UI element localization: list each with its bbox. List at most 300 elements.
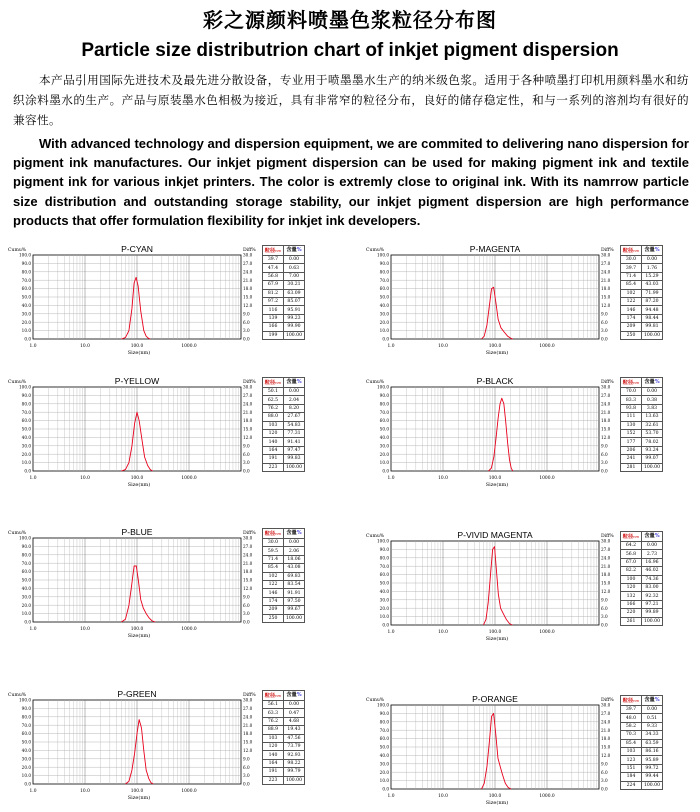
right-tick-label: 0.0 — [243, 620, 250, 625]
right-tick-label: 12.0 — [601, 589, 611, 594]
table-cell-size: 88.0 — [263, 413, 284, 421]
right-tick-label: 9.0 — [243, 311, 250, 316]
table-header-content-label: 含量 — [644, 533, 654, 539]
table-cell-content: 8.20 — [284, 404, 305, 412]
left-tick-label: 50.0 — [22, 295, 32, 300]
table-cell-size: 58.2 — [621, 722, 642, 730]
table-header-content — [284, 378, 305, 388]
table-row — [263, 438, 305, 446]
x-axis-label: Size(nm) — [486, 481, 509, 488]
table-cell-size: 30.0 — [263, 539, 284, 547]
table-header-content-unit: % — [297, 379, 302, 385]
right-tick-label: 15.0 — [243, 427, 253, 432]
left-tick-label: 50.0 — [22, 427, 32, 432]
table-cell-content: 0.00 — [642, 706, 663, 714]
table-header-size-label: 粒径 — [623, 534, 633, 540]
table-row — [263, 388, 305, 396]
table-header-row — [621, 378, 663, 388]
size-distribution-table — [620, 695, 663, 790]
x-tick-label: 10.0 — [80, 789, 90, 794]
table-cell-content: 71.99 — [642, 289, 663, 297]
x-tick-label: 10.0 — [438, 344, 448, 349]
right-tick-label: 9.0 — [601, 761, 608, 766]
left-tick-label: 60.0 — [22, 418, 32, 423]
table-cell-content: 83.54 — [284, 580, 305, 588]
left-tick-label: 20.0 — [22, 765, 32, 770]
x-tick-label: 100.0 — [131, 476, 144, 481]
table-header-size — [263, 691, 284, 701]
right-tick-label: 12.0 — [601, 435, 611, 440]
left-tick-label: 0.0 — [24, 782, 31, 787]
table-cell-size: 81.2 — [263, 289, 284, 297]
right-tick-label: 12.0 — [243, 303, 253, 308]
left-tick-label: 80.0 — [380, 555, 390, 560]
table-row — [263, 463, 305, 471]
table-header-row — [263, 529, 305, 539]
table-cell-size: 206 — [621, 446, 642, 454]
right-tick-label: 15.0 — [601, 295, 611, 300]
table-cell-size: 281 — [621, 463, 642, 471]
table-header-size-unit: nm — [633, 248, 639, 253]
table-cell-content: 99.72 — [642, 764, 663, 772]
right-tick-label: 18.0 — [243, 731, 253, 736]
table-cell-content: 4.68 — [284, 717, 305, 725]
table-header-content-unit: % — [297, 530, 302, 536]
table-row — [263, 455, 305, 463]
table-header-content-unit: % — [655, 379, 660, 385]
distribution-chart — [8, 527, 263, 645]
right-tick-label: 21.0 — [601, 564, 611, 569]
x-tick-label: 10.0 — [80, 344, 90, 349]
left-tick-label: 10.0 — [380, 328, 390, 333]
table-row — [621, 773, 663, 781]
table-row — [263, 314, 305, 322]
table-header-content-label: 含量 — [286, 692, 296, 698]
table-cell-content: 43.03 — [642, 281, 663, 289]
left-axis-label: Cumu% — [366, 379, 385, 385]
distribution-curve — [489, 398, 513, 471]
table-cell-content: 13.63 — [642, 413, 663, 421]
table-header-content — [284, 246, 305, 256]
table-cell-size: 122 — [263, 580, 284, 588]
left-tick-label: 10.0 — [380, 460, 390, 465]
left-tick-label: 90.0 — [22, 393, 32, 398]
table-header-size — [621, 532, 642, 542]
intro-paragraph-cn: 本产品引用国际先进技术及最先进分散设备，专业用于喷墨墨水生产的纳米级色浆。适用于各种喷墨打印机用颜料墨水和纺织涂料墨水的生产。产品与原装墨水色相极为接近，具有非常窄的粒径分布，良好的储存稳定性，和与一系列的溶剂均有很好的兼容性。 — [13, 70, 689, 130]
left-tick-label: 20.0 — [22, 603, 32, 608]
table-header-size — [263, 246, 284, 256]
right-axis-label: Diff% — [601, 379, 614, 385]
table-cell-size: 103 — [263, 421, 284, 429]
chart-title: P-GREEN — [117, 689, 156, 699]
table-cell-size: 103 — [263, 734, 284, 742]
chart-title: P-BLUE — [121, 527, 152, 537]
x-tick-label: 10.0 — [80, 627, 90, 632]
left-tick-label: 0.0 — [382, 337, 389, 342]
table-header-size-label: 粒径 — [265, 531, 275, 537]
x-axis-label: Size(nm) — [128, 481, 151, 488]
left-tick-label: 10.0 — [22, 611, 32, 616]
table-cell-content: 2.73 — [642, 550, 663, 558]
left-tick-label: 60.0 — [22, 569, 32, 574]
left-tick-label: 80.0 — [22, 269, 32, 274]
table-cell-content: 7.00 — [284, 272, 305, 280]
right-tick-label: 9.0 — [601, 311, 608, 316]
left-tick-label: 30.0 — [380, 761, 390, 766]
x-tick-label: 10.0 — [438, 794, 448, 799]
table-row — [621, 306, 663, 314]
size-distribution-table — [262, 377, 305, 472]
left-tick-label: 0.0 — [24, 620, 31, 625]
table-cell-size: 70.3 — [621, 731, 642, 739]
table-header-content-label: 含量 — [286, 247, 296, 253]
table-cell-size: 67.9 — [263, 281, 284, 289]
table-row — [263, 768, 305, 776]
table-row — [263, 396, 305, 404]
table-cell-content: 32.61 — [642, 421, 663, 429]
x-axis-label: Size(nm) — [486, 799, 509, 806]
distribution-curve — [121, 277, 150, 339]
table-cell-content: 63.09 — [284, 289, 305, 297]
x-tick-label: 1000.0 — [539, 630, 555, 635]
x-tick-label: 1.0 — [30, 789, 37, 794]
right-tick-label: 9.0 — [243, 594, 250, 599]
right-tick-label: 9.0 — [601, 597, 608, 602]
table-cell-size: 174 — [621, 314, 642, 322]
table-cell-content: 0.00 — [642, 388, 663, 396]
table-cell-content: 91.41 — [284, 438, 305, 446]
table-cell-size: 67.0 — [621, 558, 642, 566]
table-cell-content: 0.00 — [642, 542, 663, 550]
table-row — [263, 759, 305, 767]
table-header-content-label: 含量 — [644, 247, 654, 253]
chart-title: P-VIVID MAGENTA — [457, 530, 533, 540]
left-tick-label: 0.0 — [382, 623, 389, 628]
left-tick-label: 30.0 — [380, 443, 390, 448]
table-header-content-unit: % — [655, 533, 660, 539]
table-cell-size: 177 — [621, 438, 642, 446]
table-cell-size: 241 — [621, 455, 642, 463]
table-cell-content: 99.79 — [284, 768, 305, 776]
table-cell-content: 93.24 — [642, 446, 663, 454]
right-tick-label: 24.0 — [601, 719, 611, 724]
left-tick-label: 10.0 — [380, 778, 390, 783]
right-axis-label: Diff% — [601, 697, 614, 703]
chart-panel — [8, 527, 318, 643]
table-cell-size: 250 — [621, 331, 642, 339]
x-tick-label: 1000.0 — [539, 344, 555, 349]
table-row — [621, 706, 663, 714]
left-tick-label: 100.0 — [19, 536, 31, 541]
left-tick-label: 60.0 — [380, 418, 390, 423]
size-distribution-table — [262, 528, 305, 623]
table-cell-size: 174 — [263, 597, 284, 605]
left-tick-label: 20.0 — [22, 452, 32, 457]
table-cell-content: 0.00 — [284, 256, 305, 264]
right-tick-label: 0.0 — [243, 469, 250, 474]
table-cell-content: 78.02 — [642, 438, 663, 446]
table-header-size-label: 粒径 — [265, 380, 275, 386]
table-cell-size: 103 — [621, 747, 642, 755]
left-tick-label: 50.0 — [22, 578, 32, 583]
left-tick-label: 90.0 — [380, 547, 390, 552]
right-tick-label: 21.0 — [243, 410, 253, 415]
x-tick-label: 1.0 — [388, 476, 395, 481]
x-tick-label: 1.0 — [388, 630, 395, 635]
table-cell-size: 111 — [621, 413, 642, 421]
table-cell-size: 102 — [263, 572, 284, 580]
table-cell-content: 99.89 — [642, 609, 663, 617]
table-row — [263, 776, 305, 784]
table-cell-content: 0.00 — [284, 701, 305, 709]
right-tick-label: 6.0 — [243, 320, 250, 325]
table-cell-size: 39.7 — [621, 706, 642, 714]
size-distribution-table — [262, 690, 305, 785]
x-tick-label: 100.0 — [489, 476, 502, 481]
x-tick-label: 1.0 — [388, 344, 395, 349]
table-cell-content: 100.00 — [642, 331, 663, 339]
table-cell-content: 18.06 — [284, 555, 305, 563]
table-row — [621, 264, 663, 272]
right-tick-label: 15.0 — [243, 740, 253, 745]
right-tick-label: 3.0 — [601, 778, 608, 783]
table-cell-content: 77.31 — [284, 429, 305, 437]
table-cell-size: 191 — [263, 455, 284, 463]
left-tick-label: 40.0 — [380, 435, 390, 440]
table-row — [621, 583, 663, 591]
right-tick-label: 18.0 — [243, 286, 253, 291]
table-cell-content: 98.22 — [284, 759, 305, 767]
table-cell-content: 73.79 — [284, 742, 305, 750]
table-row — [621, 413, 663, 421]
right-tick-label: 27.0 — [601, 261, 611, 266]
chart-title: P-YELLOW — [115, 376, 160, 386]
table-cell-size: 120 — [263, 742, 284, 750]
right-tick-label: 15.0 — [243, 295, 253, 300]
right-tick-label: 6.0 — [601, 770, 608, 775]
table-cell-size: 261 — [621, 617, 642, 625]
table-cell-size: 85.4 — [621, 281, 642, 289]
table-cell-content: 97.50 — [284, 597, 305, 605]
table-row — [621, 747, 663, 755]
table-row — [621, 421, 663, 429]
table-cell-content: 0.00 — [642, 256, 663, 264]
table-row — [263, 572, 305, 580]
table-row — [621, 396, 663, 404]
table-row — [621, 429, 663, 437]
right-tick-label: 0.0 — [601, 787, 608, 792]
table-cell-content: 91.91 — [284, 589, 305, 597]
table-cell-size: 123 — [621, 756, 642, 764]
left-tick-label: 90.0 — [380, 393, 390, 398]
table-cell-size: 48.0 — [621, 714, 642, 722]
table-row — [621, 542, 663, 550]
left-tick-label: 70.0 — [380, 564, 390, 569]
right-tick-label: 9.0 — [601, 443, 608, 448]
right-tick-label: 3.0 — [243, 773, 250, 778]
left-tick-label: 0.0 — [382, 469, 389, 474]
table-row — [263, 297, 305, 305]
chart-title: P-BLACK — [477, 376, 514, 386]
table-cell-content: 30.21 — [284, 281, 305, 289]
left-tick-label: 50.0 — [380, 427, 390, 432]
right-tick-label: 30.0 — [601, 539, 611, 544]
table-cell-size: 132 — [621, 592, 642, 600]
size-distribution-table — [262, 245, 305, 340]
table-cell-content: 0.00 — [284, 539, 305, 547]
left-tick-label: 80.0 — [380, 269, 390, 274]
right-tick-label: 3.0 — [601, 328, 608, 333]
left-tick-label: 70.0 — [380, 728, 390, 733]
table-header-content — [642, 378, 663, 388]
table-row — [263, 539, 305, 547]
right-tick-label: 18.0 — [601, 572, 611, 577]
right-tick-label: 21.0 — [601, 728, 611, 733]
right-tick-label: 21.0 — [243, 278, 253, 283]
table-row — [621, 272, 663, 280]
table-cell-content: 99.81 — [642, 323, 663, 331]
table-cell-content: 83.00 — [642, 583, 663, 591]
left-tick-label: 100.0 — [377, 253, 389, 258]
left-tick-label: 10.0 — [22, 460, 32, 465]
x-tick-label: 10.0 — [438, 476, 448, 481]
table-cell-content: 0.51 — [642, 714, 663, 722]
x-tick-label: 100.0 — [131, 627, 144, 632]
table-cell-size: 63.3 — [263, 709, 284, 717]
chart-panel — [366, 694, 676, 810]
table-header-content-label: 含量 — [644, 697, 654, 703]
table-header-row — [263, 246, 305, 256]
left-tick-label: 30.0 — [22, 311, 32, 316]
table-cell-size: 71.4 — [263, 555, 284, 563]
table-cell-content: 100.00 — [284, 614, 305, 622]
table-header-row — [263, 378, 305, 388]
table-cell-content: 99.83 — [284, 455, 305, 463]
right-tick-label: 24.0 — [243, 269, 253, 274]
table-row — [621, 289, 663, 297]
table-row — [621, 756, 663, 764]
table-cell-size: 70.0 — [621, 388, 642, 396]
table-cell-size: 102 — [621, 289, 642, 297]
table-cell-content: 95.91 — [284, 306, 305, 314]
right-tick-label: 12.0 — [601, 303, 611, 308]
table-cell-size: 56.1 — [263, 701, 284, 709]
right-tick-label: 30.0 — [243, 698, 253, 703]
right-tick-label: 6.0 — [601, 452, 608, 457]
distribution-chart — [8, 376, 263, 494]
table-cell-size: 120 — [621, 583, 642, 591]
chart-title: P-MAGENTA — [470, 244, 521, 254]
table-cell-size: 220 — [621, 609, 642, 617]
right-tick-label: 6.0 — [601, 606, 608, 611]
table-cell-size: 223 — [263, 776, 284, 784]
table-cell-size: 224 — [621, 781, 642, 789]
left-tick-label: 30.0 — [380, 597, 390, 602]
table-cell-size: 166 — [263, 323, 284, 331]
distribution-chart — [8, 244, 263, 362]
right-tick-label: 15.0 — [243, 578, 253, 583]
table-cell-size: 47.4 — [263, 264, 284, 272]
left-tick-label: 40.0 — [22, 303, 32, 308]
distribution-chart — [366, 376, 621, 494]
left-tick-label: 70.0 — [22, 561, 32, 566]
table-header-size-unit: nm — [633, 380, 639, 385]
table-cell-content: 97.47 — [284, 446, 305, 454]
right-tick-label: 15.0 — [601, 427, 611, 432]
table-cell-content: 99.67 — [284, 606, 305, 614]
table-row — [621, 714, 663, 722]
table-row — [621, 331, 663, 339]
right-axis-label: Diff% — [243, 379, 256, 385]
size-distribution-table — [620, 245, 663, 340]
x-tick-label: 10.0 — [80, 476, 90, 481]
left-tick-label: 20.0 — [22, 320, 32, 325]
table-cell-size: 184 — [621, 773, 642, 781]
right-tick-label: 0.0 — [601, 623, 608, 628]
chart-panel — [366, 530, 676, 646]
x-tick-label: 100.0 — [489, 344, 502, 349]
table-row — [621, 722, 663, 730]
x-tick-label: 1000.0 — [539, 794, 555, 799]
chart-title: P-ORANGE — [472, 694, 518, 704]
table-row — [621, 739, 663, 747]
table-row — [263, 597, 305, 605]
table-row — [621, 567, 663, 575]
distribution-chart — [8, 689, 263, 807]
chart-panel — [366, 376, 676, 492]
table-header-size — [263, 529, 284, 539]
table-cell-content: 99.90 — [284, 323, 305, 331]
right-tick-label: 27.0 — [243, 261, 253, 266]
table-header-content-label: 含量 — [644, 379, 654, 385]
table-row — [263, 717, 305, 725]
table-cell-size: 199 — [263, 331, 284, 339]
left-axis-label: Cumu% — [366, 697, 385, 703]
table-cell-content: 100.00 — [284, 463, 305, 471]
table-header-content-unit: % — [655, 247, 660, 253]
table-cell-content: 27.67 — [284, 413, 305, 421]
left-tick-label: 10.0 — [380, 614, 390, 619]
right-tick-label: 3.0 — [601, 460, 608, 465]
x-tick-label: 1.0 — [30, 476, 37, 481]
right-axis-label: Diff% — [601, 247, 614, 253]
right-tick-label: 18.0 — [601, 736, 611, 741]
table-cell-content: 53.70 — [642, 429, 663, 437]
x-axis-label: Size(nm) — [128, 794, 151, 801]
right-tick-label: 6.0 — [601, 320, 608, 325]
table-cell-content: 69.83 — [284, 572, 305, 580]
table-row — [621, 455, 663, 463]
table-row — [263, 742, 305, 750]
table-header-size-label: 粒径 — [265, 693, 275, 699]
table-row — [263, 429, 305, 437]
table-cell-content: 100.00 — [642, 463, 663, 471]
table-row — [621, 281, 663, 289]
table-header-size — [621, 696, 642, 706]
table-row — [263, 555, 305, 563]
left-tick-label: 80.0 — [22, 401, 32, 406]
table-cell-content: 0.00 — [284, 388, 305, 396]
table-cell-content: 92.93 — [284, 751, 305, 759]
table-header-size-unit: nm — [275, 248, 281, 253]
right-tick-label: 21.0 — [601, 410, 611, 415]
left-axis-label: Cumu% — [8, 247, 27, 253]
left-tick-label: 20.0 — [380, 606, 390, 611]
table-row — [621, 781, 663, 789]
x-tick-label: 1.0 — [30, 627, 37, 632]
x-tick-label: 10.0 — [438, 630, 448, 635]
table-cell-size: 50.1 — [263, 388, 284, 396]
